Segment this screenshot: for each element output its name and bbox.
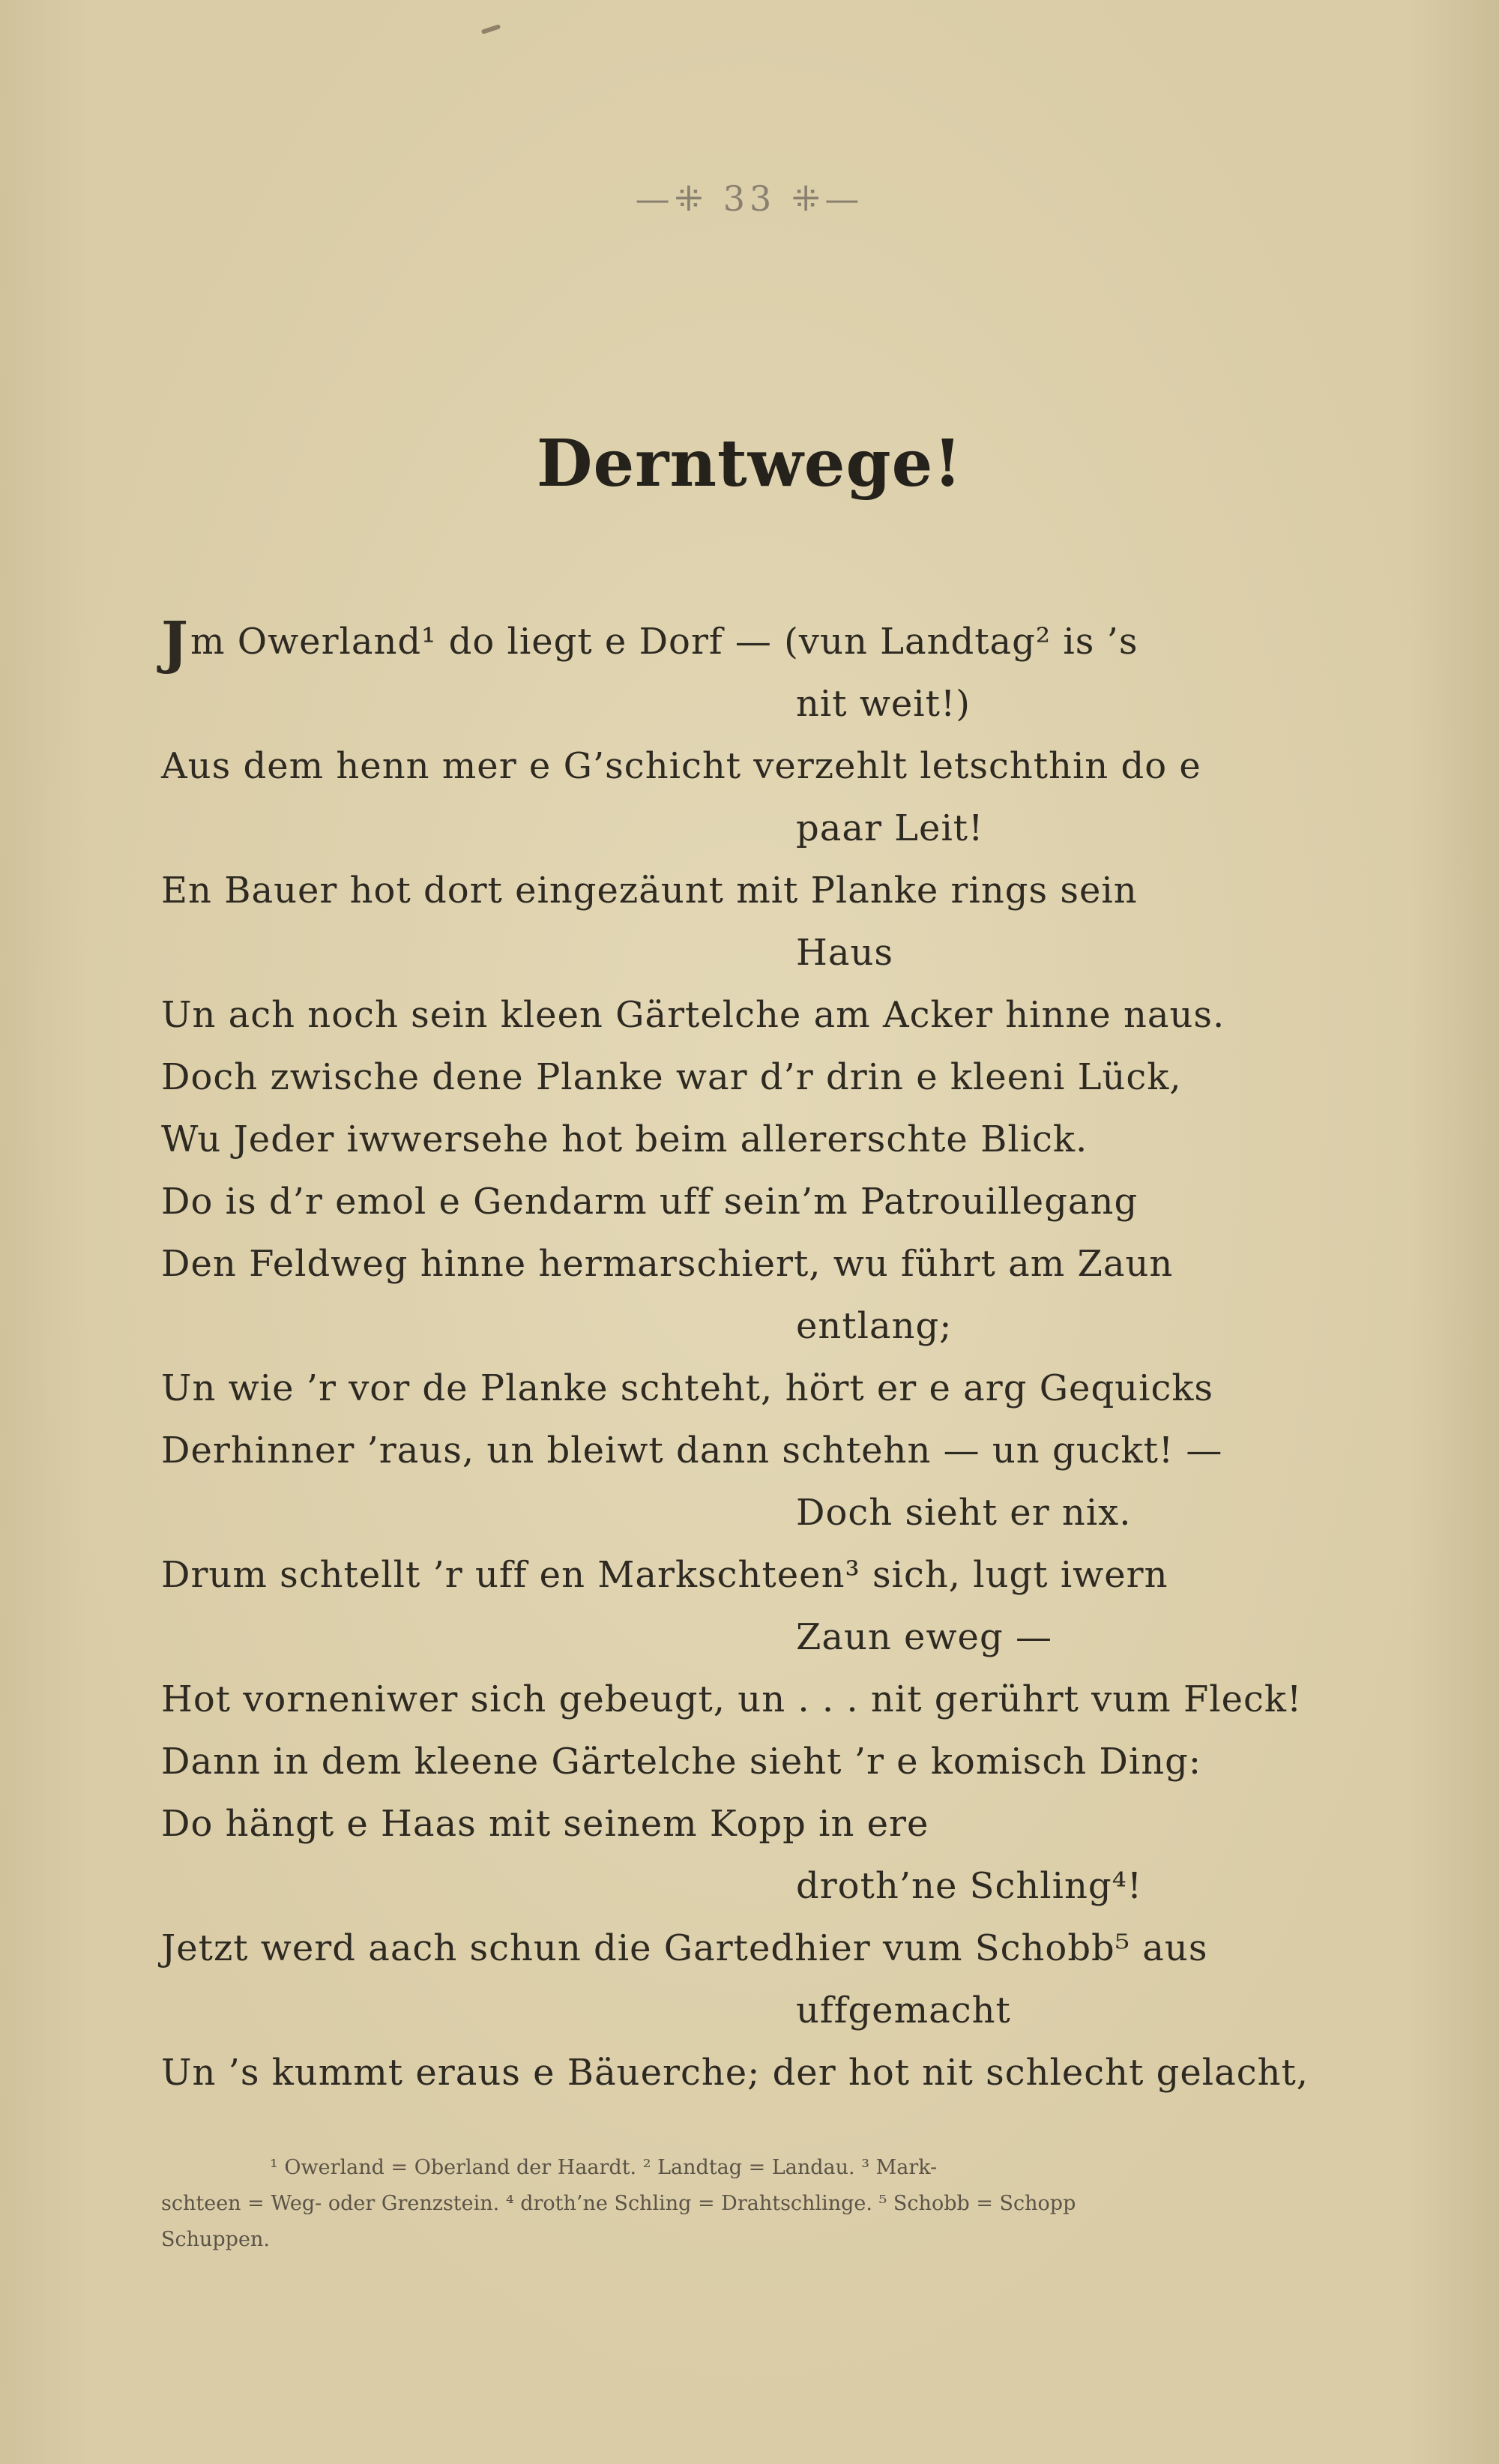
poem-line: En Bauer hot dort eingezäunt mit Planke rings sein	[161, 870, 1138, 912]
footnote-line: Schuppen.	[161, 2228, 270, 2251]
poem-line: Wu Jeder iwwersehe hot beim allererschte Blick.	[161, 1118, 1088, 1160]
poem-line: Doch zwische dene Planke war d’r drin e kleeni Lück,	[161, 1056, 1182, 1098]
poem-line: nit weit!)	[796, 683, 971, 725]
footnote-line: schteen = Weg- oder Grenzstein. ⁴ droth’ne Schling = Drahtschlinge. ⁵ Schobb = Schopp	[161, 2192, 1076, 2215]
poem-line: Doch sieht er nix.	[796, 1492, 1132, 1534]
poem-line: Drum schtellt ’r uff en Markschteen³ sich, lugt iwern	[161, 1554, 1168, 1596]
poem-line: Aus dem henn mer e G’schicht verzehlt letschthin do e	[161, 745, 1201, 787]
poem-line: Haus	[796, 932, 894, 974]
poem-title: Derntwege!	[536, 426, 963, 501]
poem-line: Jetzt werd aach schun die Gartedhier vum Schobb⁵ aus	[161, 1927, 1208, 1969]
poem-body	[161, 609, 1309, 2104]
footnotes	[161, 2150, 1225, 2258]
poem-line: Den Feldweg hinne hermarschiert, wu führt am Zaun	[161, 1243, 1174, 1285]
footnote-line: ¹ Owerland = Oberland der Haardt. ² Landtag = Landau. ³ Mark-	[270, 2156, 938, 2179]
poem-line: Do hängt e Haas mit seinem Kopp in ere	[161, 1803, 929, 1845]
poem-line: Un ’s kummt eraus e Bäuerche; der hot nit schlecht gelacht,	[161, 2052, 1309, 2094]
poem-line: Dann in dem kleene Gärtelche sieht ’r e komisch Ding:	[161, 1741, 1202, 1783]
poem-line: Derhinner ’raus, un bleiwt dann schtehn — un guckt! —	[161, 1430, 1223, 1472]
poem-line: Un ach noch sein kleen Gärtelche am Acker hinne naus.	[161, 994, 1225, 1036]
poem-line: Un wie ’r vor de Planke schteht, hört er e arg Gequicks	[161, 1367, 1214, 1409]
poem-line: Hot vorneniwer sich gebeugt, un . . . nit gerührt vum Fleck!	[161, 1678, 1303, 1720]
poem-line: Zaun eweg —	[796, 1616, 1052, 1658]
poem-line: paar Leit!	[796, 807, 984, 849]
poem-line: Do is d’r emol e Gendarm uff sein’m Patrouillegang	[161, 1181, 1138, 1223]
poem-line: droth’ne Schling⁴!	[796, 1865, 1143, 1907]
page-number-header: —⁜ 33 ⁜—	[635, 178, 864, 219]
poem-line: entlang;	[796, 1305, 953, 1347]
poem-line-1	[161, 611, 1225, 673]
ink-speck	[481, 24, 501, 34]
poem-line: uffgemacht	[796, 1989, 1011, 2031]
poem-line-1-text: m Owerland¹ do liegt e Dorf — (vun Landtag² is ’s	[190, 621, 1138, 663]
drop-cap: J	[161, 609, 189, 675]
